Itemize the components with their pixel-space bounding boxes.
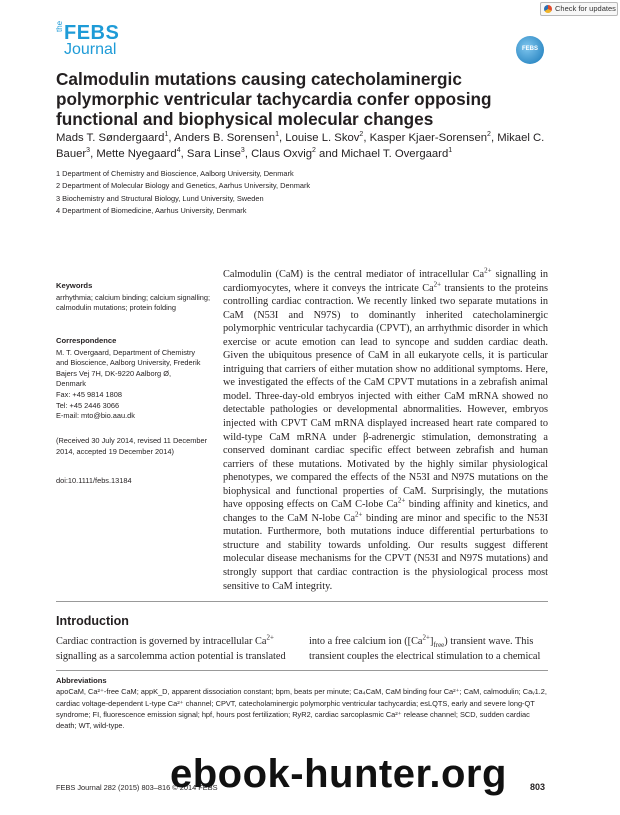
logo-the: the bbox=[55, 20, 64, 32]
author: Anders B. Sorensen$^1$ bbox=[174, 131, 280, 144]
correspondence-heading: Correspondence bbox=[56, 336, 117, 345]
correspondence-line: Fax: +45 9814 1808 bbox=[56, 389, 122, 399]
logo-journal: Journal bbox=[64, 41, 117, 58]
febs-emblem-icon bbox=[516, 36, 544, 64]
check-for-updates-button[interactable] bbox=[540, 2, 618, 16]
correspondence-line: M. T. Overgaard, Department of Chemistry bbox=[56, 347, 196, 357]
crossmark-icon bbox=[544, 5, 552, 13]
author-list: Mads T. Søndergaard$^1$, Anders B. Sorensen$^1$, Louise L. Skov$^2$, Kasper Kjaer-Sorensen$^2$, Mikael C. Bauer$^3$, Mette Nyegaard$^4$, Sara Linse$^3$, Claus Oxvig$^2$ and Michael T. Overgaard$^1$ bbox=[56, 131, 545, 160]
correspondence-line: and Bioscience, Aalborg University, Frederik bbox=[56, 358, 201, 368]
received-dates: (Received 30 July 2014, revised 11 December 2014, accepted 19 December 2014) bbox=[56, 436, 208, 456]
introduction-text-left: Cardiac contraction is governed by intracellular $Ca^{2+}$ signalling as a sarcolemma action potential is translated bbox=[56, 633, 286, 662]
affiliation-2: 2 Department of Molecular Biology and Genetics, Aarhus University, Denmark bbox=[56, 181, 311, 191]
logo-febs: FEBS bbox=[64, 22, 120, 44]
affiliations bbox=[56, 168, 556, 217]
introduction-text-right: into a free calcium ion $([Ca^{2+}]_{free})$ transient wave. This transient couples the electrical stimulation to a chemical bbox=[309, 633, 541, 662]
emblem-text: FEBS bbox=[521, 46, 538, 52]
author: Claus Oxvig$^2$ bbox=[251, 147, 316, 160]
author: Mette Nyegaard$^4$ bbox=[96, 147, 181, 160]
watermark: ebook-hunter.org bbox=[170, 752, 507, 796]
divider bbox=[56, 601, 548, 602]
abbreviations-text: apoCaM, Ca²⁺-free CaM; appK_D, apparent dissociation constant; bpm, beats per minute; Ca₄CaM, CaM binding four Ca²⁺; CaM, calmodulin; Caᵥ1.2, cardiac voltage-dependent L-type Ca²⁺ channel; CPVT, catecholaminergic polymorphic ventricular tachycardia; esLQTS, early and severe long-QT syndrome; FI, fluorescence emission signal; hpf, hours post fertilization; RyR2, cardiac sarcoplasmic Ca²⁺ release channel; SCD, sudden cardiac death; WT, wild-type. bbox=[56, 687, 547, 731]
correspondence-line: Tel: +45 2446 3066 bbox=[56, 400, 120, 410]
author: Louise L. Skov$^2$ bbox=[285, 131, 364, 144]
author: Michael T. Overgaard$^1$ bbox=[341, 147, 453, 160]
footer-citation: FEBS Journal 282 (2015) 803–816 © 2014 FEBS bbox=[56, 783, 218, 792]
author: Mads T. Søndergaard$^1$ bbox=[56, 131, 169, 144]
author: Mikael C. Bauer$^3$ bbox=[56, 132, 545, 160]
correspondence-line: Denmark bbox=[56, 379, 86, 389]
abbreviations-heading: Abbreviations bbox=[56, 676, 107, 685]
email-link[interactable]: E-mail: mto@bio.aau.dk bbox=[56, 411, 135, 421]
keywords-block bbox=[56, 281, 211, 314]
correspondence-block bbox=[56, 336, 211, 422]
affiliation-1: 1 Department of Chemistry and Bioscience, Aalborg University, Denmark bbox=[56, 169, 294, 178]
divider bbox=[56, 670, 548, 671]
article-title: Calmodulin mutations causing catecholaminergic polymorphic ventricular tachycardia confer opposing functional and biophysical molecular changes bbox=[56, 69, 492, 129]
keywords-text: arrhythmia; calcium binding; calcium signalling; calmodulin mutations; protein folding bbox=[56, 292, 211, 313]
affiliation-4: 4 Department of Biomedicine, Aarhus University, Denmark bbox=[56, 205, 247, 215]
abbreviations-block bbox=[56, 675, 548, 731]
correspondence-line: Bajers Vej 7H, DK-9220 Aalborg Ø, bbox=[56, 368, 172, 378]
author: Kasper Kjaer-Sorensen$^2$ bbox=[369, 131, 491, 144]
affiliation-3: 3 Biochemistry and Structural Biology, Lund University, Sweden bbox=[56, 193, 264, 203]
author: Sara Linse$^3$ bbox=[186, 147, 245, 160]
check-updates-label: Check for updates bbox=[555, 4, 616, 13]
introduction-heading: Introduction bbox=[56, 614, 129, 628]
keywords-heading: Keywords bbox=[56, 281, 93, 290]
doi-link[interactable]: doi:10.1111/febs.13184 bbox=[56, 476, 132, 485]
abstract: Calmodulin (CaM) is the central mediator of intracellular $Ca^{2+}$ signalling in cardiomyocytes, where it conveys the intricate $Ca^{2+}$ transients to the proteins controlling cardiac contraction. We recently linked two separate mutations in CaM (N53I and N97S) to dominantly inherited catecholaminergic polymorphic ventricular tachycardia (CPVT), an arrhythmic disorder in which exercise or acute emotion can lead to syncope and sudden cardiac death. Given the ubiquitous presence of CaM in all eukaryote cells, it is particular intriguing that carriers of either mutation show no additional symptoms. Here, we investigated the effects of the CaM CPVT mutations in a zebrafish animal model. Three-day-old embryos injected with either CaM mRNA showed no detectable pathologies or developmental abnormalities. However, embryos injected with CPVT CaM mRNA displayed increased heart rate compared to wild-type CaM mRNA under β-adrenergic stimulation, demonstrating a conserved dominant cardiac specific effect between zebrafish and human carriers of these mutations. Motivated by the highly similar physiological phenotypes, we compared the effects of the N53I and N97S mutations on the biophysical and functional properties of CaM. Surprisingly, the mutations have opposing effects on CaM C-lobe $Ca^{2+}$ binding affinity and kinetics, and changes to the CaM N-lobe $Ca^{2+}$ binding are minor and specific to the N53I mutation. Furthermore, both mutations induce differential perturbations to structure and stability towards unfolding. Our results suggest different molecular disease mechanisms for the CPVT (N53I and N97S mutations) and strongly support that cardiac contraction is the physiological process most sensitive to CaM integrity. bbox=[223, 266, 549, 592]
page-number: 803 bbox=[530, 782, 546, 792]
